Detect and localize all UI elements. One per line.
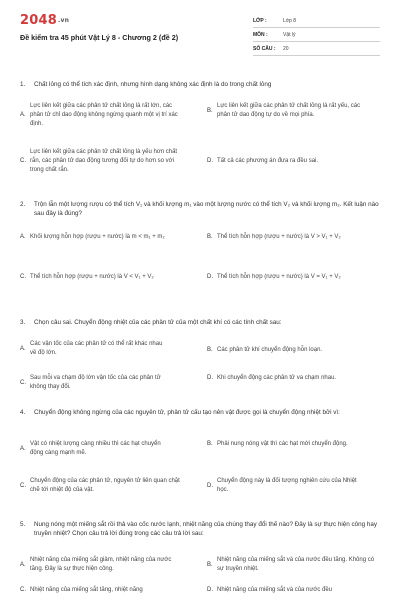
meta-row-subject <box>253 28 380 42</box>
option-letter: D. <box>207 587 213 593</box>
option-letter: A. <box>20 112 26 118</box>
option-letter: D. <box>207 482 213 489</box>
option-letter: D. <box>207 375 213 381</box>
question-text: Nung nóng một miếng sắt rồi thả vào cốc nước lạnh, nhiệt năng của chúng thay đổi thế nào? Đây là sự thực hiện công hay truyền nhiệt? Chọn câu trả lời đúng trong các câu trả lời sau: <box>34 521 378 537</box>
question-text: Chọn câu sai. Chuyển động nhiệt của các phân tử của một chất khí có các tính chất sau: <box>34 319 282 326</box>
option-letter: B. <box>207 347 213 353</box>
question-5 <box>20 520 380 538</box>
option-a[interactable] <box>20 340 170 358</box>
option-text: Các vận tốc của các phân tử có thể rất khác nhau về độ lớn. <box>30 341 163 356</box>
option-text: Phải nung nóng vật thì các hạt mới chuyển động. <box>217 441 348 447</box>
option-d[interactable] <box>207 586 375 595</box>
option-letter: B. <box>207 234 213 240</box>
option-text: Chuyển động này là đối tượng nghiên cứu của Nhiệt học. <box>217 478 357 493</box>
option-d[interactable] <box>207 374 367 383</box>
option-b[interactable] <box>207 233 375 242</box>
option-letter: D. <box>207 274 213 280</box>
meta-label: LỚP : <box>253 17 267 24</box>
option-text: Lực liên kết giữa các phân tử chất lỏng là yếu hơn chất rắn, các phân tử dao động tương đối tự do hơn so với trong chất rắn. <box>30 149 178 173</box>
option-letter: C. <box>20 587 26 593</box>
question-number: 1. <box>20 81 26 88</box>
question-1 <box>20 80 380 89</box>
option-c[interactable] <box>20 586 180 595</box>
option-text: Thể tích hỗn hợp (rượu + nước) là V < V₁ + V₂ <box>30 274 154 280</box>
option-a[interactable] <box>20 556 180 574</box>
site-logo[interactable] <box>20 13 69 28</box>
question-text: Chất lỏng có thể tích xác định, nhưng hình dạng không xác định là do trong chất lỏng <box>34 81 272 88</box>
option-letter: A. <box>20 445 26 452</box>
question-head <box>20 408 380 417</box>
question-head <box>20 318 380 327</box>
meta-value: Lớp 8 <box>283 17 297 24</box>
option-letter: A. <box>20 561 26 568</box>
page-header <box>0 0 400 60</box>
option-text: Lực liên kết giữa các phân tử chất lỏng là rất lớn, các phân tử chỉ dao động không ngừng quanh một vị trí xác định. <box>30 103 178 127</box>
option-b[interactable] <box>207 556 375 574</box>
option-b[interactable] <box>207 102 375 120</box>
option-text: Thể tích hỗn hợp (rượu + nước) là V = V₁ + V₂ <box>217 274 341 280</box>
option-c[interactable] <box>20 374 170 392</box>
option-letter: C. <box>20 274 26 280</box>
option-text: Nhiệt năng của miếng sắt và của nước đều tăng. Không có sự truyền nhiệt. <box>217 557 375 572</box>
meta-row-count <box>253 42 380 56</box>
option-a[interactable] <box>20 440 175 458</box>
option-letter: C. <box>20 158 26 164</box>
option-letter: C. <box>20 482 26 489</box>
option-letter: A. <box>20 345 26 352</box>
option-c[interactable] <box>20 273 180 282</box>
logo-tld: .vn <box>57 17 70 24</box>
page-title: Đề kiểm tra 45 phút Vật Lý 8 - Chương 2 (đề 2) <box>20 33 179 42</box>
option-letter: C. <box>20 379 26 386</box>
option-letter: B. <box>207 561 213 568</box>
option-b[interactable] <box>207 346 375 355</box>
question-head <box>20 200 380 218</box>
meta-label: MÔN : <box>253 31 268 38</box>
option-d[interactable] <box>207 157 375 166</box>
option-c[interactable] <box>20 148 185 175</box>
question-4 <box>20 408 380 417</box>
option-letter: B. <box>207 441 213 447</box>
option-d[interactable] <box>207 273 375 282</box>
question-head <box>20 520 380 538</box>
option-a[interactable] <box>20 102 185 129</box>
option-d[interactable] <box>207 477 367 495</box>
question-number: 3. <box>20 319 26 326</box>
option-letter: B. <box>207 107 213 114</box>
question-head <box>20 80 380 89</box>
option-text: Thể tích hỗn hợp (rượu + nước) là V > V₁ + V₂ <box>217 234 341 240</box>
option-text: Nhiệt năng của miếng sắt tăng, nhiệt năng <box>30 587 143 593</box>
option-text: Tất cả các phương án đưa ra đều sai. <box>217 158 319 164</box>
logo-text: 2048 <box>20 13 57 28</box>
question-3 <box>20 318 380 327</box>
meta-row-class <box>253 14 380 28</box>
option-a[interactable] <box>20 233 175 242</box>
question-2 <box>20 200 380 218</box>
meta-value: 20 <box>283 45 289 52</box>
option-text: Khi chuyển động các phân tử va chạm nhau. <box>217 375 337 381</box>
meta-table <box>253 14 380 56</box>
option-text: Các phân tử khí chuyển động hỗn loạn. <box>217 347 323 353</box>
option-text: Vật có nhiệt lượng càng nhiều thì các hạt chuyển động càng mạnh mẽ. <box>30 441 161 456</box>
question-number: 4. <box>20 409 26 416</box>
meta-value: Vật lý <box>283 31 296 38</box>
option-letter: A. <box>20 234 26 240</box>
option-text: Khối lượng hỗn hợp (rượu + nước) là m < m₁ + m₂ <box>30 234 165 240</box>
question-text: Chuyển động không ngừng của các nguyên tử, phân tử cấu tạo nên vật được gọi là chuyển động nhiệt bởi vì: <box>34 409 340 416</box>
option-text: Nhiệt năng của miếng sắt giảm, nhiệt năng của nước tăng. Đây là sự thực hiện công. <box>30 557 172 572</box>
option-text: Chuyển động của các phân tử, nguyên tử liên quan chặt chẽ tới nhiệt độ của vật. <box>30 478 180 493</box>
option-letter: D. <box>207 158 213 164</box>
meta-label: SỐ CÂU : <box>253 45 276 52</box>
option-c[interactable] <box>20 477 180 495</box>
option-text: Nhiệt năng của miếng sắt và của nước đều <box>217 587 333 593</box>
option-text: Sau mỗi va chạm độ lớn vận tốc của các phân tử không thay đổi. <box>30 375 161 390</box>
question-number: 5. <box>20 521 26 528</box>
option-text: Lực liên kết giữa các phân tử chất lỏng là rất yếu, các phân tử dao động tự do về mọi phía. <box>217 103 361 118</box>
question-text: Trộn lẫn một lượng rượu có thể tích V₁ và khối lượng m₁ vào một lượng nước có thể tích V₂ và khối lượng m₂. Kết luận nào sau đây là đúng? <box>34 201 379 217</box>
option-b[interactable] <box>207 440 367 449</box>
question-number: 2. <box>20 201 26 208</box>
